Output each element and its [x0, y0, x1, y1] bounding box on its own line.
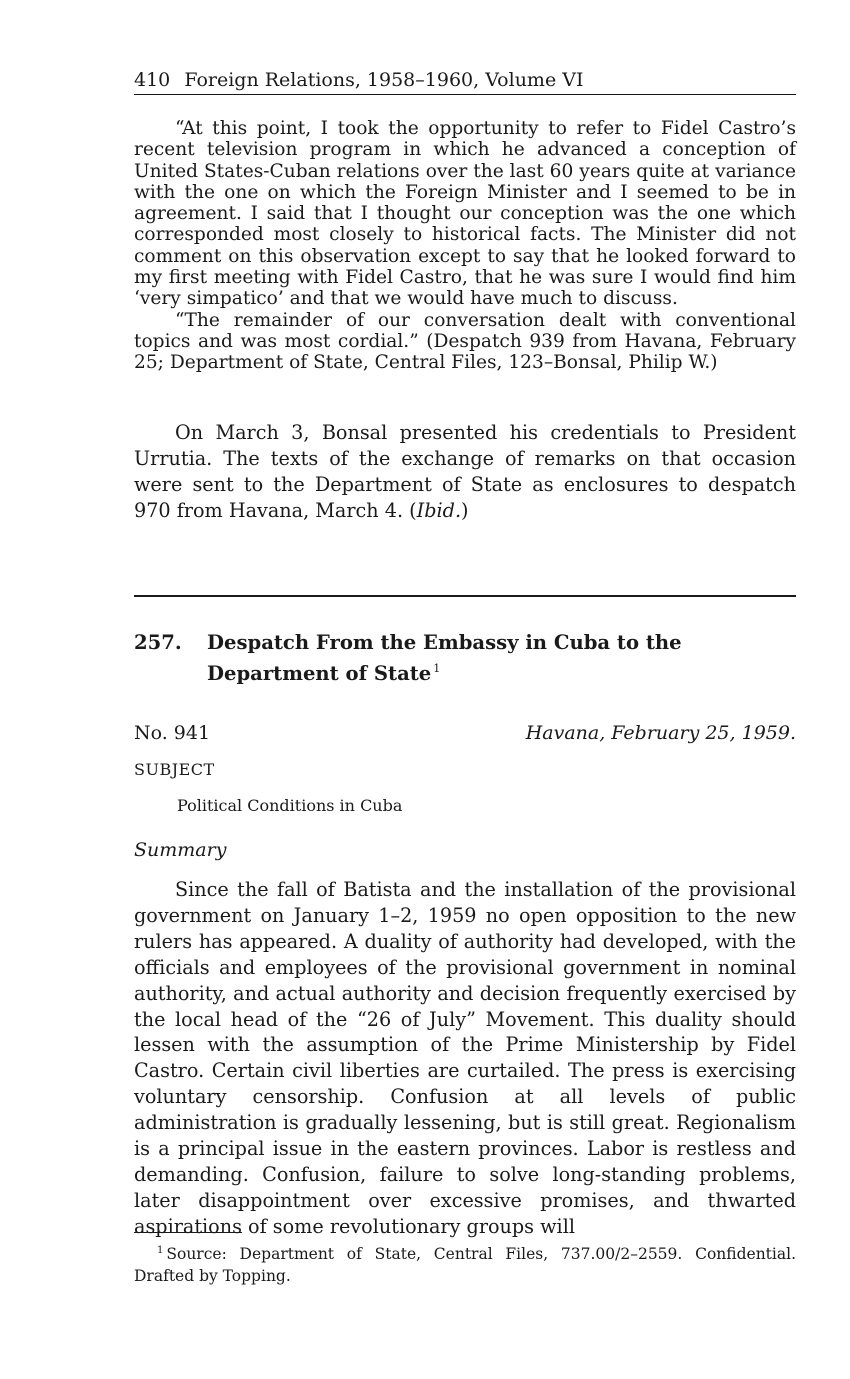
document-heading — [134, 630, 796, 687]
quoted-despatch — [134, 118, 796, 374]
footnote-marker: 1 — [157, 1245, 164, 1256]
document-number: 257. — [134, 631, 182, 654]
editorial-note — [134, 420, 796, 524]
running-header — [134, 68, 796, 95]
summary-heading: Summary — [134, 839, 227, 861]
summary-body — [134, 877, 796, 1240]
page-number: 410 — [134, 69, 171, 91]
despatch-meta — [134, 720, 796, 746]
quote-paragraph: “The remainder of our conversation dealt with conventional topics and was most cordial.” (Despatch 939 from Havana, February 25; Department of State, Central Files, 123–Bonsal, Philip W.) — [134, 309, 796, 374]
section-divider — [134, 595, 796, 597]
despatch-number: No. 941 — [134, 722, 211, 744]
footnote-divider — [134, 1232, 242, 1233]
quote-paragraph: “At this point, I took the opportunity to refer to Fidel Castro’s recent television program in which he advanced a conception of United States-Cuban relations over the last 60 years quite at variance with the one on which the Foreign Minister and I seemed to be in agreement. I said that I thought our conception was the one which corresponded most closely to historical facts. The Minister did not comment on this observation except to say that he looked forward to my first meeting with Fidel Castro, that he was sure I would find him ‘very simpatico’ and that we would have much to discuss. — [134, 118, 796, 310]
summary-paragraph: Since the fall of Batista and the installation of the provisional government on January 1–2, 1959 no open opposition to the new rulers has appeared. A duality of authority had developed, with the officials and employees of the provisional government in nominal authority, and actual authority and decision frequently exercised by the local head of the “26 of July” Movement. This duality should lessen with the assumption of the Prime Ministership by Fidel Castro. Certain civil liberties are curtailed. The press is exercising voluntary censorship. Confusion at all levels of public administration is gradually lessening, but is still great. Regionalism is a principal issue in the eastern provinces. Labor is restless and demanding. Confusion, failure to solve long-standing problems, later disappointment over excessive promises, and thwarted aspirations of some revolutionary groups will — [134, 878, 796, 1238]
subject-label: SUBJECT — [134, 760, 215, 779]
running-title: Foreign Relations, 1958–1960, Volume VI — [184, 69, 584, 91]
ibid-citation: Ibid. — [416, 499, 462, 522]
place-date: Havana, February 25, 1959. — [525, 722, 796, 744]
footnote — [134, 1240, 796, 1287]
document-title: Despatch From the Embassy in Cuba to the Department of State — [207, 631, 682, 685]
footnote-reference: 1 — [433, 662, 441, 675]
footnote-text: Source: Department of State, Central Files, 737.00/2–2559. Confidential. Drafted by Topping. — [134, 1245, 796, 1285]
subject-text: Political Conditions in Cuba — [177, 796, 403, 815]
editorial-close: ) — [461, 499, 469, 522]
editorial-paragraph — [134, 420, 796, 524]
editorial-text: On March 3, Bonsal presented his credentials to President Urrutia. The texts of the exchange of remarks on that occasion were sent to the Department of State as enclosures to despatch 970 from Havana, March 4. ( — [134, 421, 796, 522]
